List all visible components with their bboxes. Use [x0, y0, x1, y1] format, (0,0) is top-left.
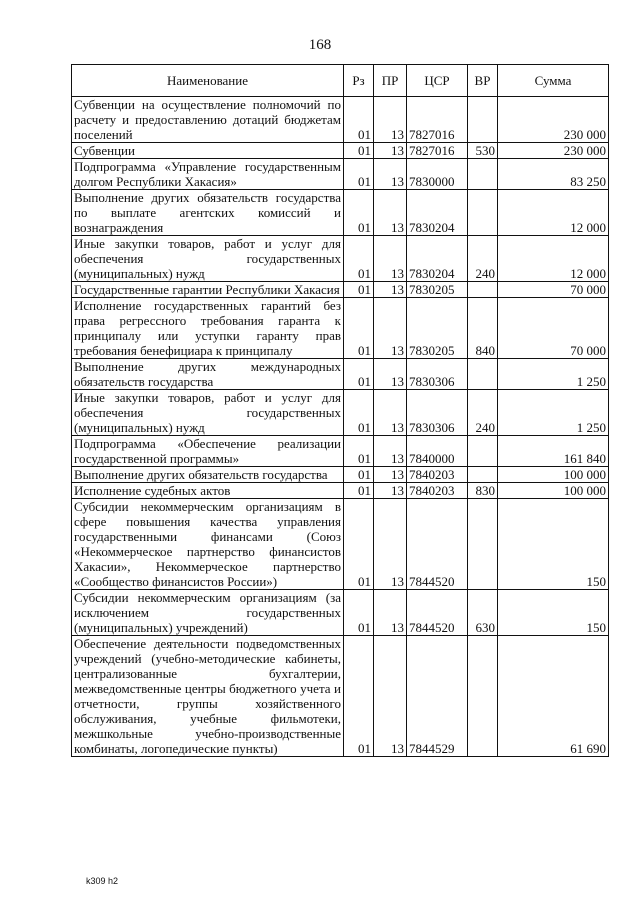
cell-vr: 530: [468, 143, 498, 159]
cell-vr: [468, 190, 498, 236]
cell-vr: 840: [468, 298, 498, 359]
cell-rz: 01: [344, 97, 374, 143]
table-row: [72, 590, 609, 636]
header-row: [72, 65, 609, 97]
cell-rz: 01: [344, 190, 374, 236]
table-row: [72, 282, 609, 298]
cell-name: Субсидии некоммерческим организациям в сфере повышения качества управления государственными финансами (Союз «Некоммерческое партнерство финансистов Хакасии», Некоммерческое партнерство «Сообщество финансистов России»): [72, 499, 344, 590]
cell-csr: 7840203: [407, 483, 468, 499]
table-row: [72, 190, 609, 236]
cell-rz: 01: [344, 436, 374, 467]
header-pr: ПР: [374, 65, 407, 97]
table-row: [72, 236, 609, 282]
cell-rz: 01: [344, 236, 374, 282]
header-sum: Сумма: [498, 65, 609, 97]
cell-name: Выполнение других международных обязательств государства: [72, 359, 344, 390]
table-row: [72, 483, 609, 499]
table-row: [72, 390, 609, 436]
cell-name: Исполнение судебных актов: [72, 483, 344, 499]
table-row: [72, 159, 609, 190]
cell-rz: 01: [344, 359, 374, 390]
cell-sum: 150: [498, 590, 609, 636]
cell-sum: 61 690: [498, 636, 609, 757]
cell-pr: 13: [374, 190, 407, 236]
cell-name: Выполнение других обязательств государства: [72, 467, 344, 483]
cell-sum: 70 000: [498, 282, 609, 298]
page-number: 168: [308, 37, 332, 53]
budget-table: [71, 64, 609, 757]
cell-csr: 7830205: [407, 298, 468, 359]
cell-sum: 230 000: [498, 143, 609, 159]
cell-pr: 13: [374, 143, 407, 159]
cell-name: Исполнение государственных гарантий без права регрессного требования гаранта к принципалу или уступки гаранту прав требования бенефициара к принципалу: [72, 298, 344, 359]
cell-csr: 7830306: [407, 390, 468, 436]
cell-rz: 01: [344, 159, 374, 190]
table-row: [72, 298, 609, 359]
cell-vr: [468, 97, 498, 143]
cell-pr: 13: [374, 97, 407, 143]
cell-pr: 13: [374, 159, 407, 190]
cell-rz: 01: [344, 636, 374, 757]
table-row: [72, 499, 609, 590]
table-row: [72, 97, 609, 143]
cell-name: Выполнение других обязательств государства по выплате агентских комиссий и вознаграждения: [72, 190, 344, 236]
cell-name: Субвенции: [72, 143, 344, 159]
cell-sum: 150: [498, 499, 609, 590]
cell-sum: 70 000: [498, 298, 609, 359]
table-row: [72, 436, 609, 467]
cell-name: Иные закупки товаров, работ и услуг для обеспечения государственных (муниципальных) нужд: [72, 236, 344, 282]
cell-pr: 13: [374, 236, 407, 282]
cell-vr: 830: [468, 483, 498, 499]
cell-rz: 01: [344, 282, 374, 298]
cell-name: Субсидии некоммерческим организациям (за исключением государственных (муниципальных) учреждений): [72, 590, 344, 636]
cell-pr: 13: [374, 298, 407, 359]
cell-vr: 240: [468, 390, 498, 436]
cell-vr: 240: [468, 236, 498, 282]
table-row: [72, 143, 609, 159]
table-row: [72, 467, 609, 483]
cell-sum: 1 250: [498, 359, 609, 390]
cell-sum: 100 000: [498, 483, 609, 499]
cell-sum: 83 250: [498, 159, 609, 190]
cell-csr: 7830204: [407, 190, 468, 236]
cell-rz: 01: [344, 467, 374, 483]
cell-vr: [468, 636, 498, 757]
cell-rz: 01: [344, 143, 374, 159]
cell-pr: 13: [374, 359, 407, 390]
cell-pr: 13: [374, 636, 407, 757]
cell-sum: 100 000: [498, 467, 609, 483]
cell-csr: 7830205: [407, 282, 468, 298]
cell-csr: 7840000: [407, 436, 468, 467]
header-csr: ЦСР: [407, 65, 468, 97]
header-rz: Рз: [344, 65, 374, 97]
cell-pr: 13: [374, 499, 407, 590]
table-row: [72, 636, 609, 757]
cell-csr: 7844520: [407, 590, 468, 636]
cell-vr: [468, 282, 498, 298]
cell-csr: 7830306: [407, 359, 468, 390]
cell-pr: 13: [374, 590, 407, 636]
cell-csr: 7844520: [407, 499, 468, 590]
header-name: Наименование: [72, 65, 344, 97]
cell-pr: 13: [374, 436, 407, 467]
footer-code: k309 h2: [86, 876, 119, 886]
cell-csr: 7840203: [407, 467, 468, 483]
table-row: [72, 359, 609, 390]
cell-csr: 7830000: [407, 159, 468, 190]
cell-name: Государственные гарантии Республики Хакасия: [72, 282, 344, 298]
cell-name: Подпрограмма «Управление государственным долгом Республики Хакасия»: [72, 159, 344, 190]
cell-sum: 12 000: [498, 190, 609, 236]
cell-name: Иные закупки товаров, работ и услуг для обеспечения государственных (муниципальных) нужд: [72, 390, 344, 436]
cell-rz: 01: [344, 298, 374, 359]
cell-rz: 01: [344, 483, 374, 499]
cell-vr: [468, 359, 498, 390]
cell-name: Обеспечение деятельности подведомственных учреждений (учебно-методические кабинеты, централизованные бухгалтерии, межведомственные центры бюджетного учета и отчетности, группы хозяйственного обслуживания, учебные фильмотеки, межшкольные учебно-производственные комбинаты, логопедические пункты): [72, 636, 344, 757]
cell-pr: 13: [374, 282, 407, 298]
cell-name: Субвенции на осуществление полномочий по расчету и предоставлению дотаций бюджетам поселений: [72, 97, 344, 143]
cell-rz: 01: [344, 590, 374, 636]
cell-pr: 13: [374, 483, 407, 499]
cell-vr: [468, 436, 498, 467]
cell-sum: 230 000: [498, 97, 609, 143]
cell-vr: 630: [468, 590, 498, 636]
cell-sum: 1 250: [498, 390, 609, 436]
cell-sum: 161 840: [498, 436, 609, 467]
header-vr: ВР: [468, 65, 498, 97]
cell-csr: 7827016: [407, 143, 468, 159]
cell-csr: 7827016: [407, 97, 468, 143]
cell-pr: 13: [374, 390, 407, 436]
cell-csr: 7830204: [407, 236, 468, 282]
cell-csr: 7844529: [407, 636, 468, 757]
cell-vr: [468, 159, 498, 190]
cell-sum: 12 000: [498, 236, 609, 282]
cell-rz: 01: [344, 499, 374, 590]
cell-rz: 01: [344, 390, 374, 436]
cell-vr: [468, 499, 498, 590]
cell-name: Подпрограмма «Обеспечение реализации государственной программы»: [72, 436, 344, 467]
cell-pr: 13: [374, 467, 407, 483]
cell-vr: [468, 467, 498, 483]
